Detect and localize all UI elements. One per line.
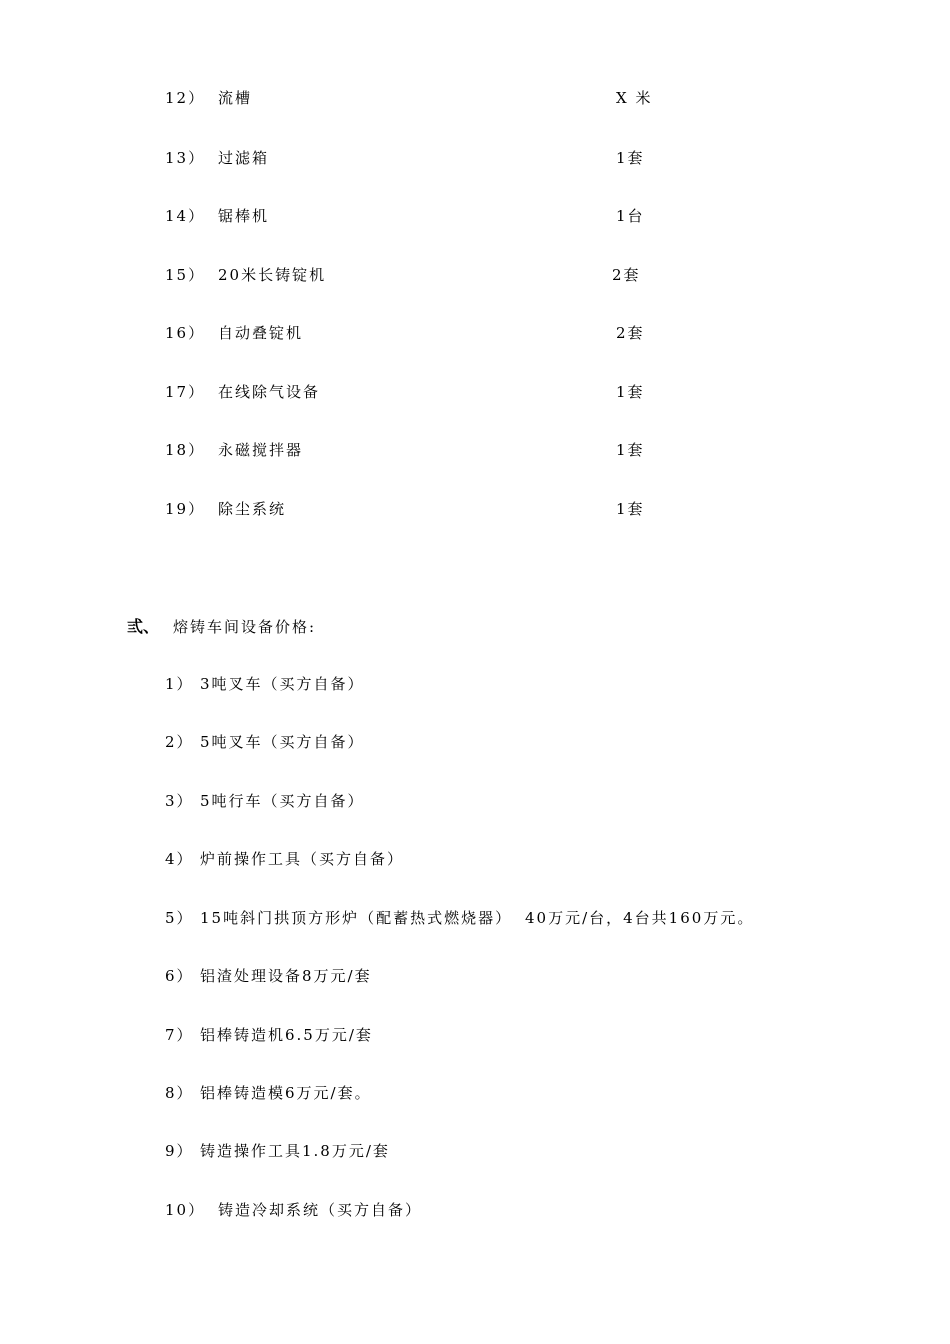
- item-number: 8）: [165, 1084, 194, 1102]
- item-name: 在线除气设备: [218, 383, 321, 401]
- list-item: [0, 1198, 950, 1222]
- list-item: [0, 497, 950, 521]
- item-name: 自动叠锭机: [218, 324, 304, 342]
- list-item: [0, 906, 950, 930]
- item-name: 20米长铸锭机: [218, 266, 327, 284]
- list-item: [0, 789, 950, 813]
- list-item: [0, 380, 950, 404]
- list-item: [0, 438, 950, 462]
- item-price: 40万元/台，4台共160万元。: [525, 909, 755, 927]
- item-text: 铸造冷却系统（买方自备）: [218, 1201, 423, 1219]
- list-item: [0, 964, 950, 988]
- item-quantity: 1套: [616, 441, 645, 459]
- item-name: 除尘系统: [218, 500, 287, 518]
- item-quantity: X 米: [616, 89, 653, 107]
- item-text: 铝棒铸造模6万元/套。: [200, 1084, 372, 1102]
- item-number: 1）: [165, 675, 194, 693]
- list-item: [0, 672, 950, 696]
- section-mark: 弎、: [127, 617, 160, 636]
- list-item: [0, 204, 950, 228]
- list-item: [0, 847, 950, 871]
- item-quantity: 1套: [616, 500, 645, 518]
- item-number: 14）: [165, 207, 206, 225]
- item-number: 18）: [165, 441, 206, 459]
- item-quantity: 1套: [616, 149, 645, 167]
- item-quantity: 2套: [612, 266, 641, 284]
- item-number: 12）: [165, 89, 206, 107]
- item-text: 铝渣处理设备8万元/套: [200, 967, 372, 985]
- item-text: 15吨斜门拱顶方形炉（配蓄热式燃烧器）: [200, 909, 513, 927]
- section-title: 熔铸车间设备价格:: [173, 618, 317, 636]
- item-quantity: 2套: [616, 324, 645, 342]
- item-number: 3）: [165, 792, 194, 810]
- item-number: 5）: [165, 909, 194, 927]
- list-item: [0, 263, 950, 287]
- item-text: 铝棒铸造机6.5万元/套: [200, 1026, 373, 1044]
- item-number: 2）: [165, 733, 194, 751]
- item-number: 16）: [165, 324, 206, 342]
- list-item: [0, 730, 950, 754]
- list-item: [0, 1139, 950, 1163]
- item-name: 永磁搅拌器: [218, 441, 304, 459]
- item-number: 10）: [165, 1201, 206, 1219]
- list-item: [0, 321, 950, 345]
- item-name: 过滤箱: [218, 149, 270, 167]
- list-item: [0, 146, 950, 170]
- section-heading: [0, 615, 950, 639]
- item-text: 5吨叉车（买方自备）: [200, 733, 365, 751]
- item-text: 炉前操作工具（买方自备）: [200, 850, 405, 868]
- list-item: [0, 1081, 950, 1105]
- item-text: 铸造操作工具1.8万元/套: [200, 1142, 390, 1160]
- item-number: 4）: [165, 850, 194, 868]
- item-quantity: 1台: [616, 207, 645, 225]
- item-number: 9）: [165, 1142, 194, 1160]
- item-text: 3吨叉车（买方自备）: [200, 675, 365, 693]
- item-number: 15）: [165, 266, 206, 284]
- item-name: 流槽: [218, 89, 253, 107]
- item-number: 6）: [165, 967, 194, 985]
- list-item: [0, 86, 950, 110]
- item-number: 19）: [165, 500, 206, 518]
- item-number: 13）: [165, 149, 206, 167]
- item-name: 锯棒机: [218, 207, 270, 225]
- item-number: 17）: [165, 383, 206, 401]
- item-text: 5吨行车（买方自备）: [200, 792, 365, 810]
- list-item: [0, 1023, 950, 1047]
- item-quantity: 1套: [616, 383, 645, 401]
- item-number: 7）: [165, 1026, 194, 1044]
